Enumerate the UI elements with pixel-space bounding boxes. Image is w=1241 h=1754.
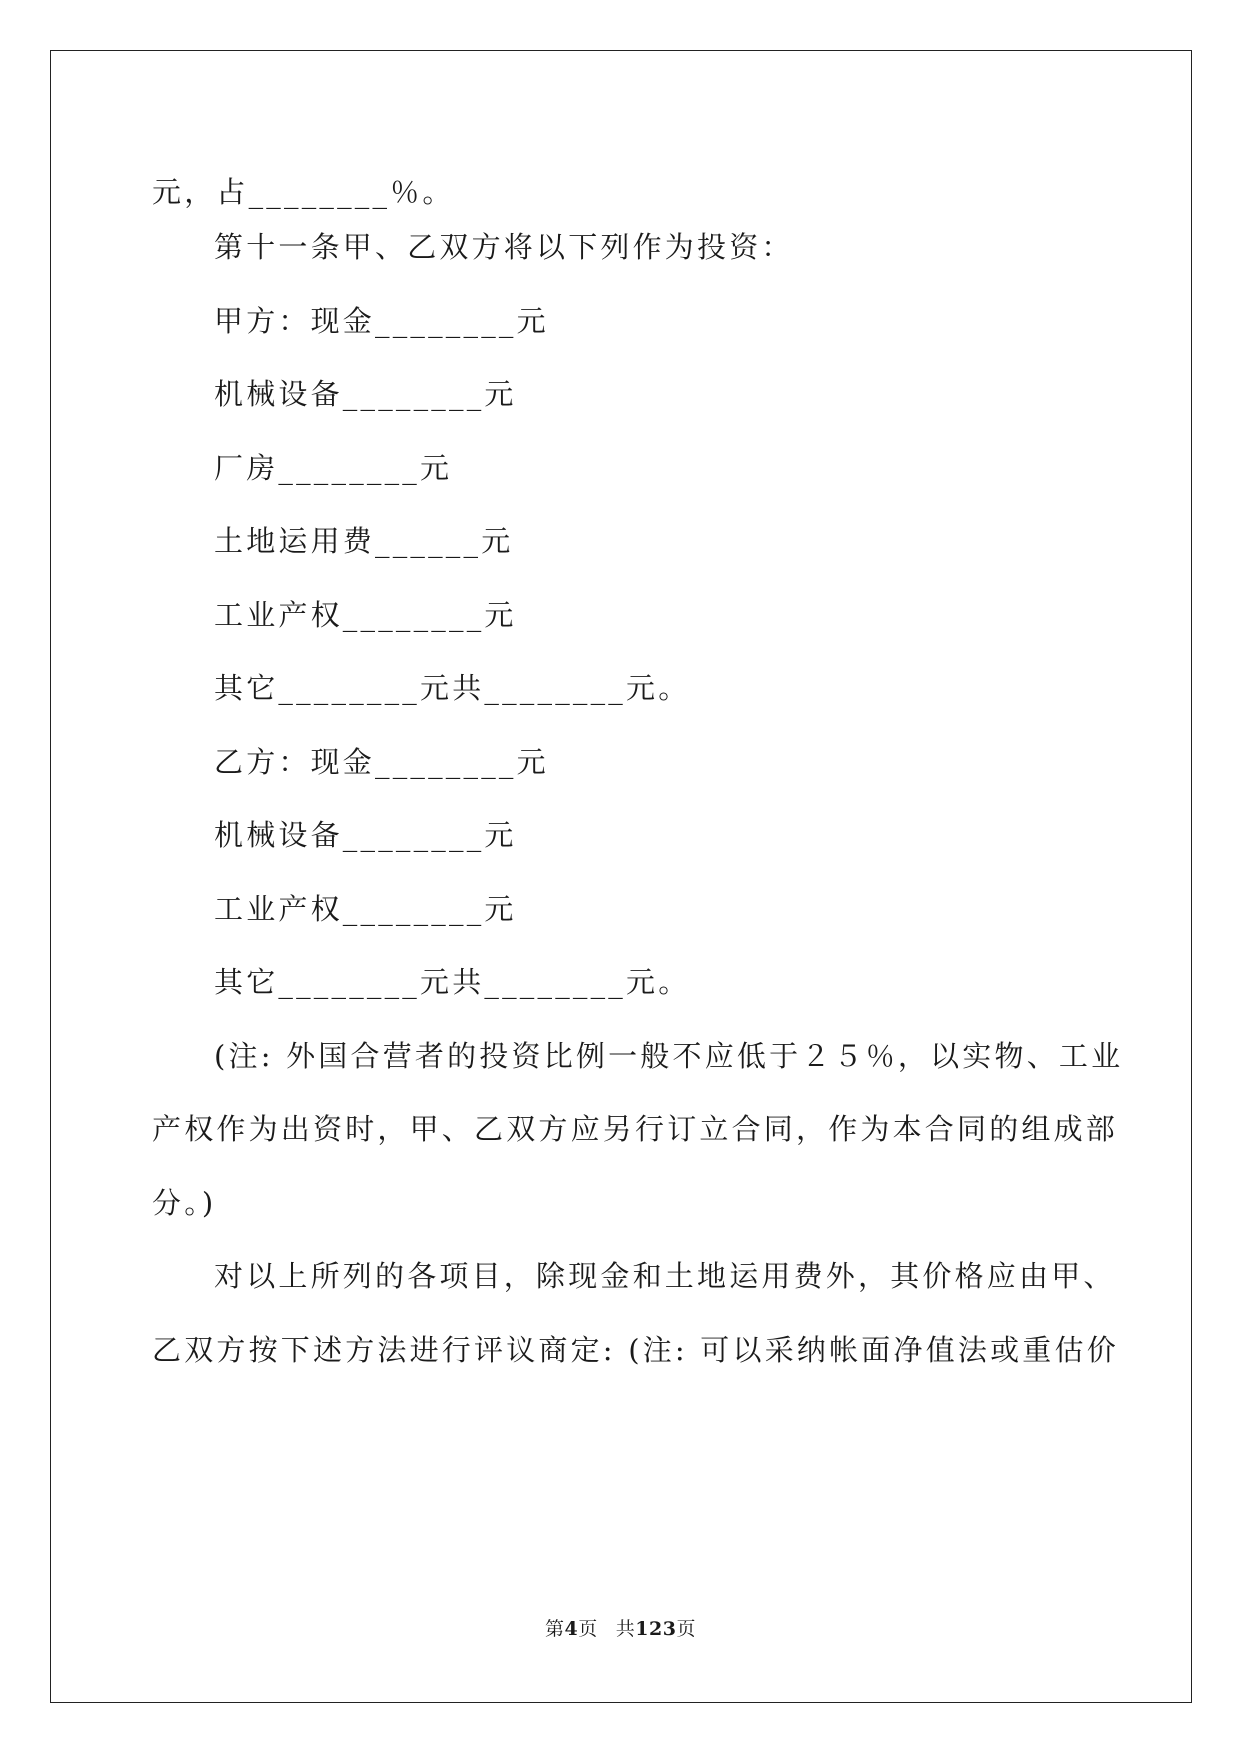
- text-line: 第十一条甲、乙双方将以下列作为投资：: [214, 230, 794, 264]
- text-line: 厂房________元: [214, 451, 453, 485]
- text-line: 土地运用费______元: [214, 524, 514, 558]
- text-line: 分。): [152, 1186, 217, 1220]
- text-line: 甲方：现金________元: [214, 304, 549, 338]
- text-line: (注: 外国合营者的投资比例一般不应低于２５％，以实物、工业: [214, 1039, 1124, 1073]
- footer-page-suffix: 页: [578, 1618, 598, 1640]
- text-line: 元，占________％。: [152, 175, 455, 209]
- text-line: 工业产权________元: [214, 892, 517, 926]
- text-line: 工业产权________元: [214, 598, 517, 632]
- text-line: 乙方：现金________元: [214, 745, 549, 779]
- text-line: 对以上所列的各项目，除现金和土地运用费外，其价格应由甲、: [214, 1259, 1116, 1293]
- text-line: 机械设备________元: [214, 377, 517, 411]
- text-line: 机械设备________元: [214, 818, 517, 852]
- page-border: [50, 50, 1192, 1703]
- text-line: 产权作为出资时，甲、乙双方应另行订立合同，作为本合同的组成部: [152, 1112, 1119, 1146]
- footer-total-pages: 123: [635, 1618, 677, 1640]
- text-line: 乙双方按下述方法进行评议商定: (注: 可以采纳帐面净值法或重估价: [152, 1333, 1119, 1367]
- footer-total-prefix: 共: [615, 1618, 636, 1640]
- footer-page-prefix: 第: [545, 1618, 565, 1640]
- text-line: 其它________元共________元。: [214, 965, 691, 999]
- text-line: 其它________元共________元。: [214, 671, 691, 705]
- footer-total-suffix: 页: [676, 1618, 696, 1640]
- page-footer: [0, 1614, 1241, 1641]
- footer-page-number: 4: [564, 1618, 579, 1640]
